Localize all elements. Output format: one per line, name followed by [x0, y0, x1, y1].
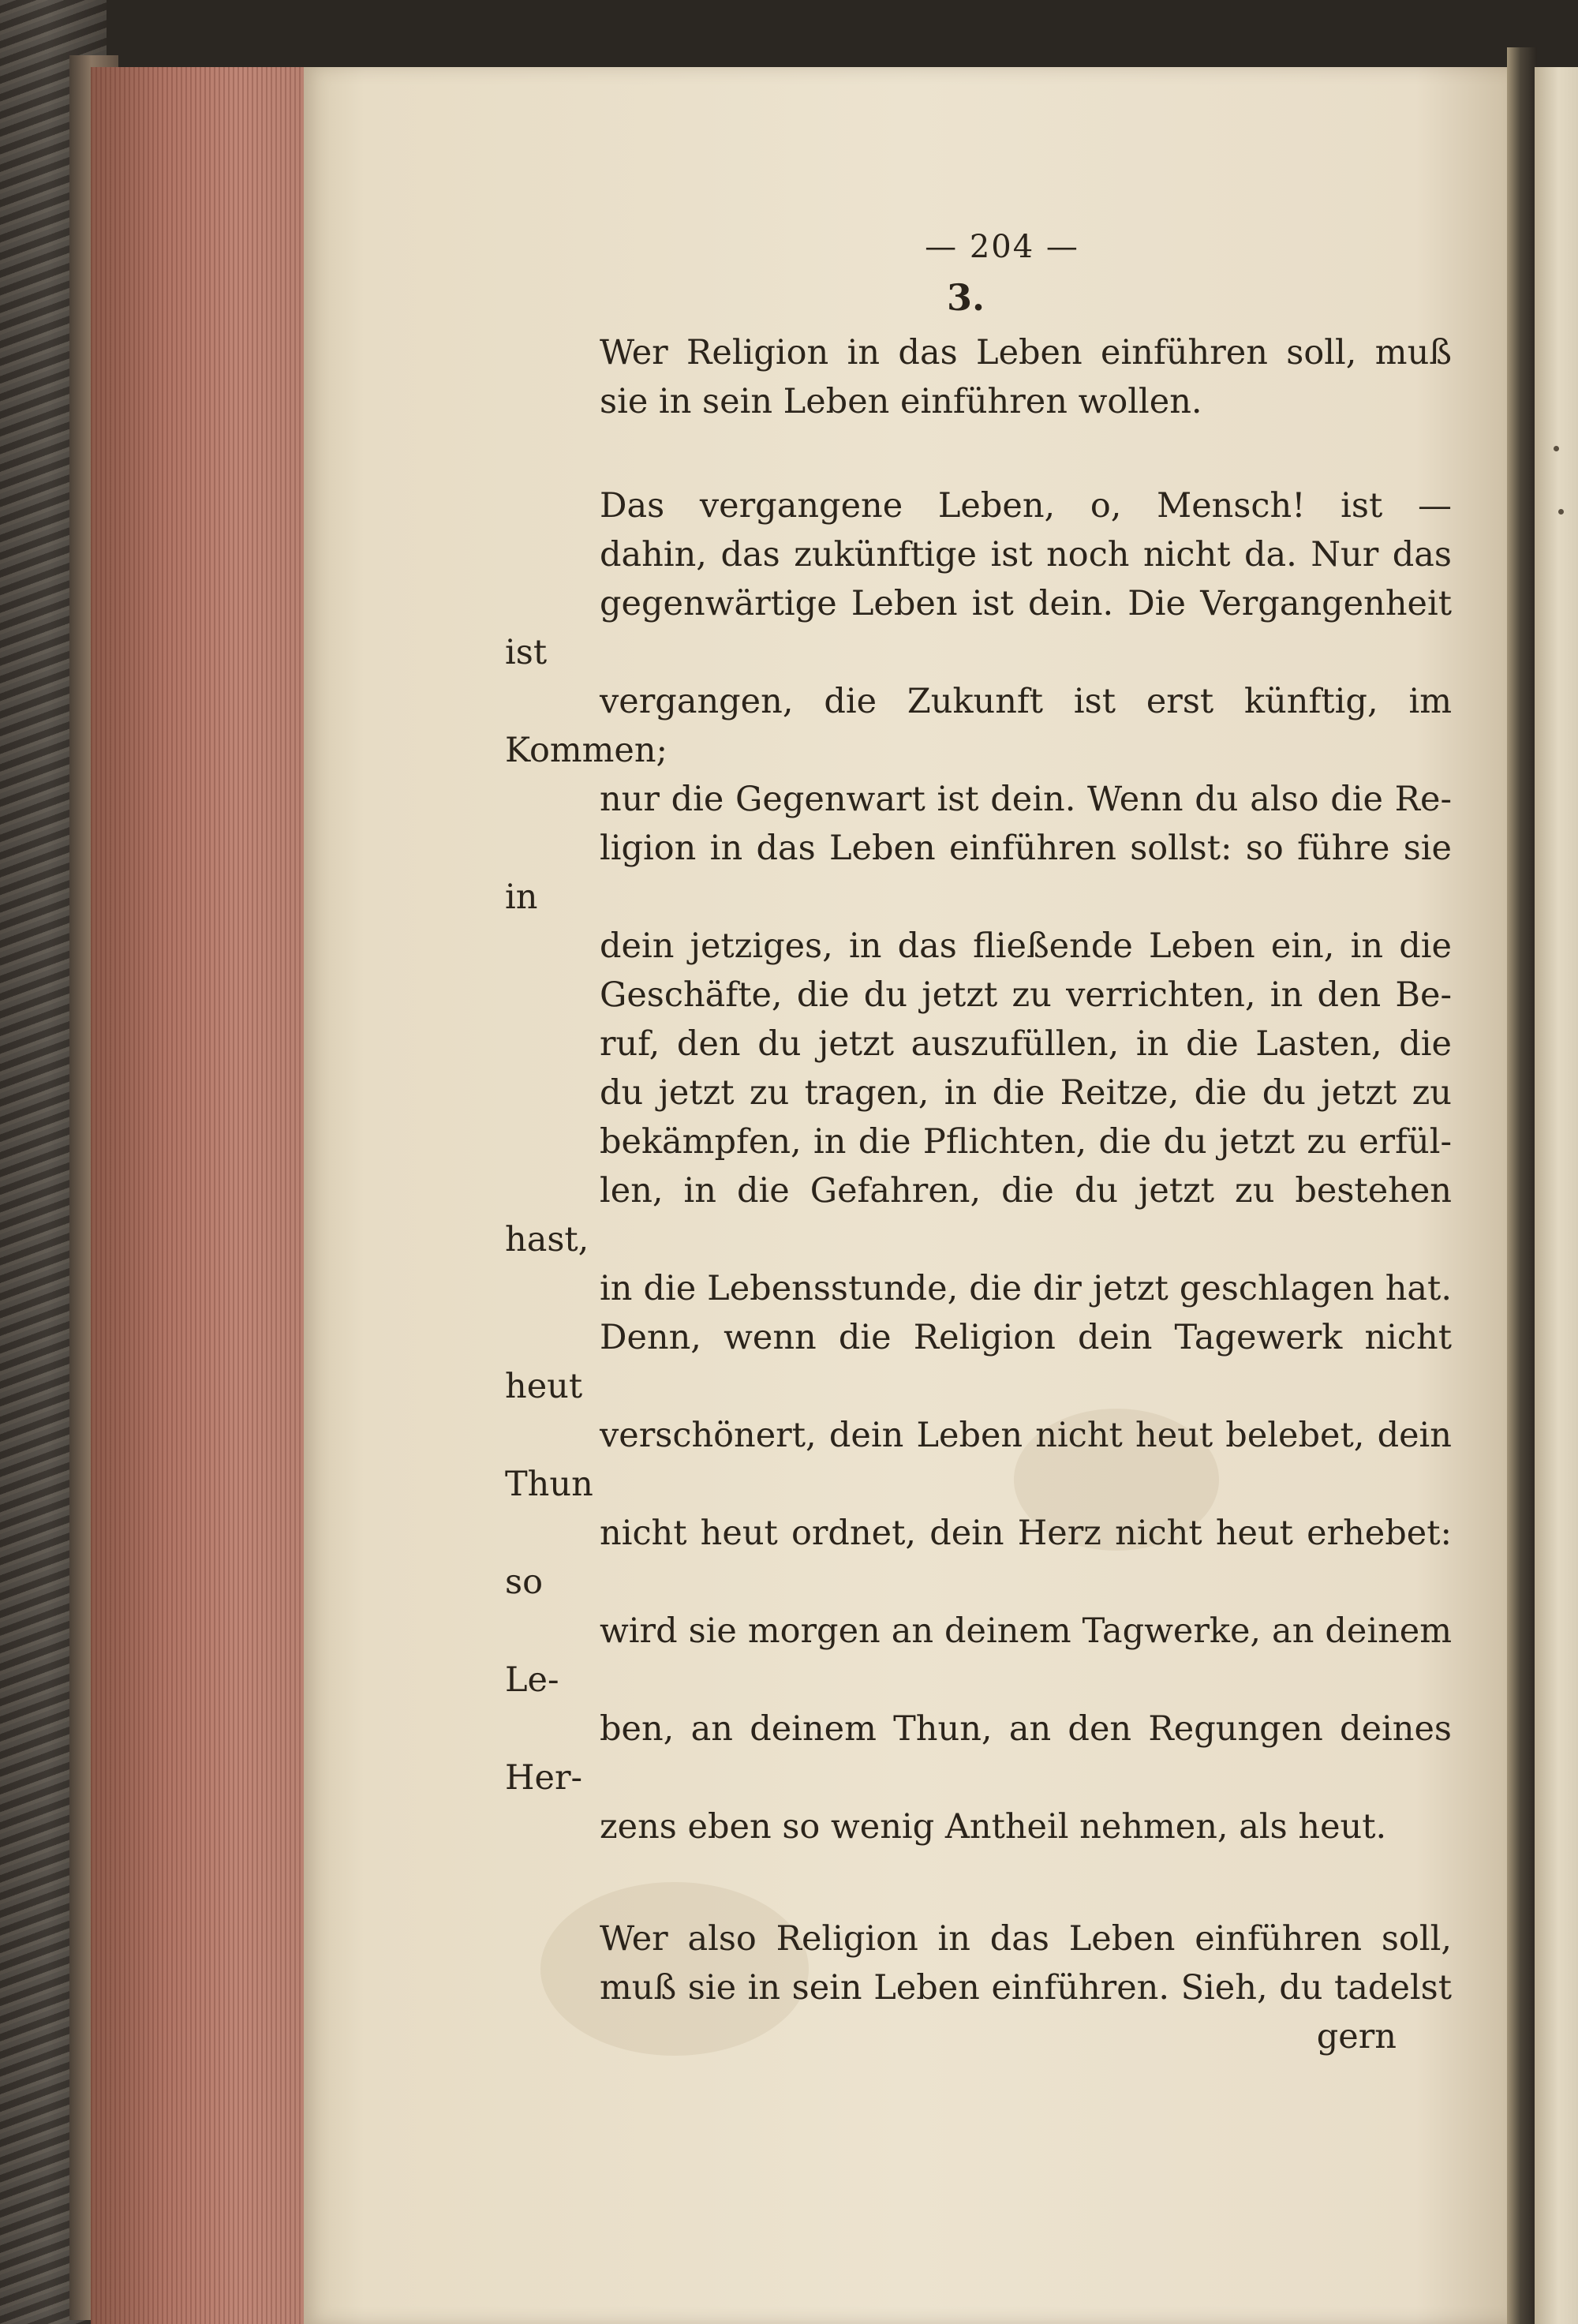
text-line: du jetzt zu tragen, in die Reitze, die du jetzt zu	[600, 1073, 1452, 1113]
text-line: ben, an deinem Thun, an den Regungen deines Her-	[505, 1709, 1452, 1798]
text-line: nicht heut ordnet, dein Herz nicht heut erhebet: so	[505, 1514, 1452, 1602]
facing-page-mark	[1554, 446, 1559, 451]
catchword: gern	[1316, 2017, 1397, 2056]
paragraph-2	[505, 481, 1452, 1851]
text-line: verschönert, dein Leben nicht heut belebet, dein Thun	[505, 1416, 1452, 1504]
text-line: sie in sein Leben einführen wollen.	[600, 382, 1202, 421]
paragraph-1	[505, 328, 1452, 426]
text-line: nur die Gegenwart ist dein. Wenn du also die Re-	[600, 780, 1452, 819]
text-line: ruf, den du jetzt auszufüllen, in die Lasten, die	[600, 1024, 1452, 1064]
text-line: ligion in das Leben einführen sollst: so führe sie in	[505, 829, 1452, 917]
text-line: Geschäfte, die du jetzt zu verrichten, in den Be-	[600, 975, 1452, 1015]
facing-page-edge	[1535, 67, 1578, 2324]
page-text	[505, 229, 1452, 2056]
facing-page-mark	[1558, 509, 1564, 515]
text-line: in die Lebensstunde, die dir jetzt geschlagen hat.	[600, 1269, 1452, 1308]
text-line: dein jetziges, in das fließende Leben ein, in die	[600, 926, 1452, 966]
text-line: gegenwärtige Leben ist dein. Die Vergangenheit ist	[505, 584, 1452, 672]
paragraph-3	[505, 1914, 1452, 2012]
text-line: Wer Religion in das Leben einführen soll, muß	[600, 333, 1452, 372]
text-line: Wer also Religion in das Leben einführen soll,	[600, 1919, 1452, 1959]
text-line: zens eben so wenig Antheil nehmen, als heut.	[600, 1807, 1387, 1847]
text-line: dahin, das zukünftige ist noch nicht da. Nur das	[600, 535, 1452, 574]
text-line: vergangen, die Zukunft ist erst künftig, im Kommen;	[505, 682, 1452, 770]
text-line: Das vergangene Leben, o, Mensch! ist —	[600, 486, 1452, 526]
text-line: len, in die Gefahren, die du jetzt zu bestehen hast,	[505, 1171, 1452, 1259]
text-line: bekämpfen, in die Pflichten, die du jetzt zu erfül-	[600, 1122, 1452, 1162]
text-line: muß sie in sein Leben einführen. Sieh, du tadelst	[600, 1968, 1452, 2008]
page-number: — 204 —	[925, 229, 1079, 265]
section-number: 3.	[947, 276, 985, 319]
text-line: Denn, wenn die Religion dein Tagewerk nicht heut	[505, 1318, 1452, 1406]
book-gutter	[1507, 47, 1537, 2324]
red-page-edges	[91, 67, 305, 2324]
text-line: wird sie morgen an deinem Tagwerke, an deinem Le-	[505, 1611, 1452, 1700]
